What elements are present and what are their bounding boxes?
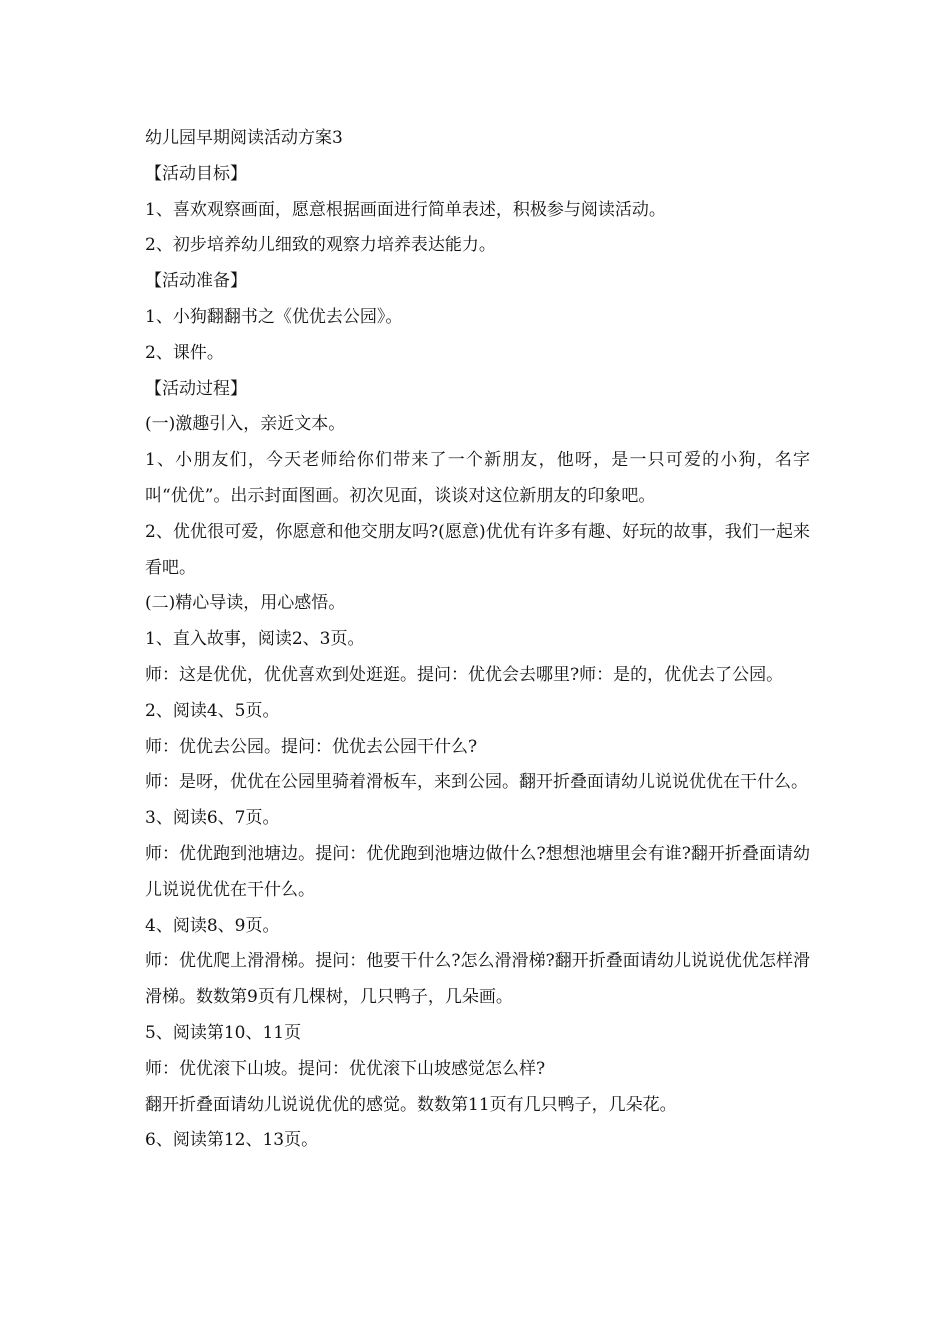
section-heading-goals: 【活动目标】 — [145, 163, 247, 184]
paragraph: 6、阅读第12、13页。 — [145, 1130, 319, 1151]
paragraph: 1、小朋友们，今天老师给你们带来了一个新朋友，他呀，是一只可爱的小狗，名字叫“优优”。出示封面图画。初次见面，谈谈对这位新朋友的印象吧。 — [145, 450, 810, 506]
paragraph: 3、阅读6、7页。 — [145, 808, 280, 829]
paragraph: 师：这是优优，优优喜欢到处逛逛。提问：优优会去哪里?师：是的，优优去了公园。 — [145, 664, 784, 685]
paragraph: 1、直入故事，阅读2、3页。 — [145, 629, 365, 650]
paragraph: 翻开折叠面请幼儿说说优优的感觉。数数第11页有几只鸭子，几朵花。 — [145, 1094, 677, 1115]
paragraph: 2、优优很可爱，你愿意和他交朋友吗?(愿意)优优有许多有趣、好玩的故事，我们一起来看吧。 — [145, 521, 810, 578]
paragraph: 师：优优跑到池塘边。提问：优优跑到池塘边做什么?想想池塘里会有谁?翻开折叠面请幼儿说说优优在干什么。 — [145, 843, 810, 900]
paragraph: 2、阅读4、5页。 — [145, 700, 280, 721]
paragraph: 师：优优去公园。提问：优优去公园干什么? — [145, 736, 478, 757]
paragraph: 1、小狗翻翻书之《优优去公园》。 — [145, 306, 403, 327]
paragraph: 师：优优滚下山坡。提问：优优滚下山坡感觉怎么样? — [145, 1058, 546, 1079]
paragraph: 2、初步培养幼儿细致的观察力培养表达能力。 — [145, 235, 496, 256]
paragraph: 4、阅读8、9页。 — [145, 915, 280, 936]
subsection-heading: (二)精心导读，用心感悟。 — [145, 593, 346, 614]
paragraph: 师：是呀，优优在公园里骑着滑板车，来到公园。翻开折叠面请幼儿说说优优在干什么。 — [145, 772, 808, 793]
paragraph: 2、课件。 — [145, 342, 224, 363]
section-heading-process: 【活动过程】 — [145, 378, 247, 399]
subsection-heading: (一)激趣引入，亲近文本。 — [145, 414, 346, 435]
paragraph: 1、喜欢观察画面，愿意根据画面进行简单表述，积极参与阅读活动。 — [145, 199, 666, 220]
document-title: 幼儿园早期阅读活动方案3 — [145, 128, 343, 148]
paragraph: 5、阅读第10、11页 — [145, 1022, 302, 1043]
paragraph: 师：优优爬上滑滑梯。提问：他要干什么?怎么滑滑梯?翻开折叠面请幼儿说说优优怎样滑滑梯。数数第9页有几棵树，几只鸭子，几朵画。 — [145, 951, 810, 1008]
section-heading-preparation: 【活动准备】 — [145, 271, 247, 292]
document-body — [145, 121, 810, 1159]
